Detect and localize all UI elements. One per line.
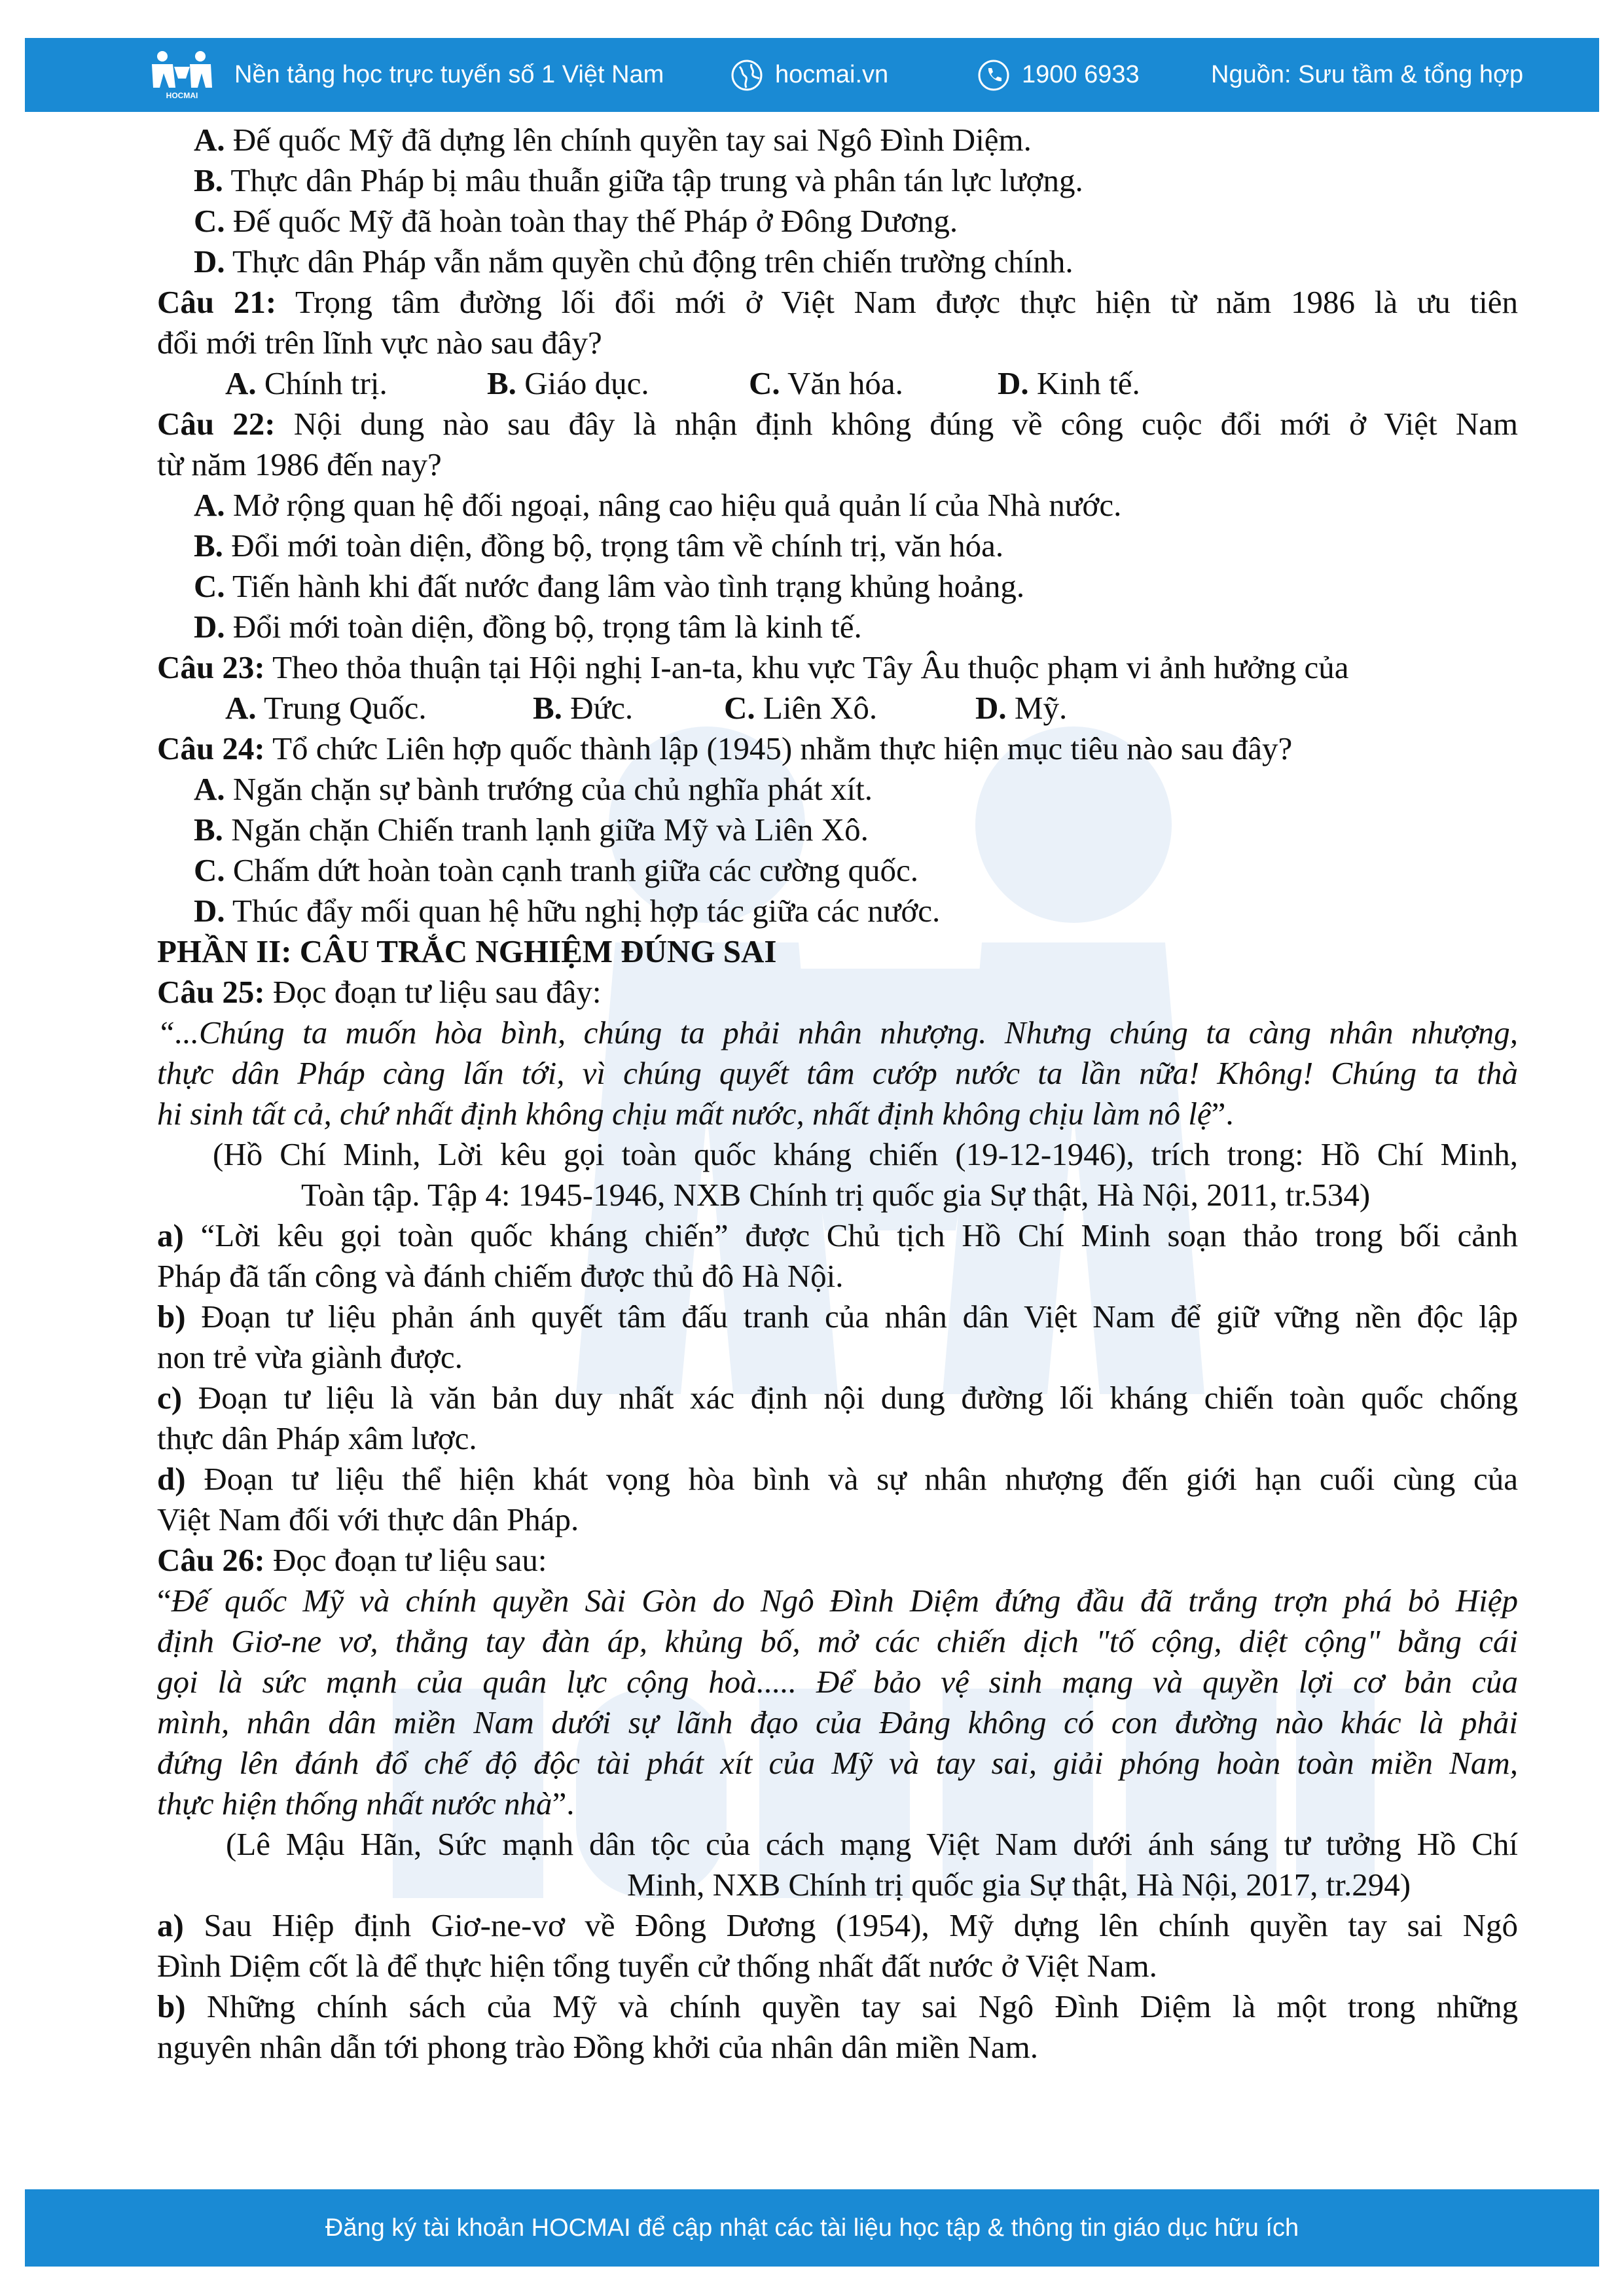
q25-stem: Câu 25: Đọc đoạn tư liệu sau đây: [157,974,602,1010]
q20-option-c: C. Đế quốc Mỹ đã hoàn toàn thay thế Pháp ở Đông Dương. [194,203,958,239]
q25-statement-c-cont: thực dân Pháp xâm lược. [157,1420,477,1456]
q20-option-a: A. Đế quốc Mỹ đã dựng lên chính quyền tay sai Ngô Đình Diệm. [194,122,1032,158]
header-source: Nguồn: Sưu tầm & tổng hợp [1211,61,1524,88]
document-body: A. Đế quốc Mỹ đã dựng lên chính quyền tay sai Ngô Đình Diệm. B. Thực dân Pháp bị mâu thuẫn giữa tập trung và phân tán lực lượng. C. Đế quốc Mỹ đã hoàn toàn thay thế Pháp ở Đông Dương. D. Thực dân Pháp vẫn nắm quyền chủ động trên chiến trường chính. Câu 21: Trọng tâm đường lối đổi mới ở Việt Nam được thực hiện từ năm 1986 là ưu tiên đổi mới trên lĩnh vực nào sau đây? A. Chính trị. B. Giáo dục. C. Văn hóa. D. Kinh tế. Câu 22: Nội dung nào sau đây là nhận định không đúng về công cuộc đổi mới ở Việt Nam từ năm 1986 đến nay? A. Mở rộng quan hệ đối ngoại, nâng cao hiệu quả quản lí của Nhà nước. B. Đổi mới toàn diện, đồng bộ, trọng tâm về chính trị, văn hóa. C. Tiến hành khi đất nước đang lâm vào tình trạng khủng hoảng. D. Đổi mới toàn diện, đồng bộ, trọng tâm là kinh tế. Câu 23: Theo thỏa thuận tại Hội nghị I-an-ta, khu vực Tây Âu thuộc phạm vi ảnh hưởng của A. Trung Quốc. B. Đức. C. Liên Xô. D. Mỹ. Câu 24: Tổ chức Liên hợp quốc thành lập (1945) nhằm thực hiện mục tiêu nào sau đây? A. Ngăn chặn sự bành trướng của chủ nghĩa phát xít. B. Ngăn chặn Chiến tranh lạnh giữa Mỹ và Liên Xô. C. Chấm dứt hoàn toàn cạnh tranh giữa các cường quốc. D. Thúc đẩy mối quan hệ hữu nghị hợp tác giữa các nước. PHẦN II: CÂU TRẮC NGHIỆM ĐÚNG SAI Câu 25: Đọc đoạn tư liệu sau đây: “...Chúng ta muốn hòa bình, chúng ta phải nhân nhượng. Nhưng chúng ta càng nhân nhượng, thực dân Pháp càng lấn tới, vì chúng quyết tâm cướp nước ta lần nữa! Không! Chúng ta thà hi sinh tất cả, chứ nhất định không chịu mất nước, nhất định không chịu làm nô lệ”. (Hồ Chí Minh, Lời kêu gọi toàn quốc kháng chiến (19-12-1946), trích trong: Hồ Chí Minh, Toàn tập. Tập 4: 1945-1946, NXB Chính trị quốc gia Sự thật, Hà Nội, 2011, tr.534) a) “Lời kêu gọi toàn quốc kháng chiến” được Chủ tịch Hồ Chí Minh soạn thảo trong bối cảnh Pháp đã tấn công và đánh chiếm được thủ đô Hà Nội. b) Đoạn tư liệu phản ánh quyết tâm đấu tranh của nhân dân Việt Nam để giữ vững nền độc lập non trẻ vừa giành được. c) Đoạn tư liệu là văn bản duy nhất xác định nội dung đường lối kháng chiến toàn quốc chống thực dân Pháp xâm lược. d) Đoạn tư liệu thể hiện khát vọng hòa bình và sự nhân nhượng đến giới hạn cuối cùng của Việt Nam đối với thực dân Pháp. Câu 26: Đọc đoạn tư liệu sau: “Đế quốc Mỹ và chính quyền Sài Gòn do Ngô Đình Diệm đứng đầu đã trắng trợn phá bỏ Hiệp định Giơ-ne vơ, thẳng tay đàn áp, khủng bố, mở các chiến dịch "tố cộng, diệt cộng" bằng cái gọi là sức mạnh của quân lực cộng hoà..... Để bảo vệ sinh mạng và quyền lợi cơ bản của mình, nhân dân miền Nam dưới sự lãnh đạo của Đảng không có con đường nào khác là phải đứng lên đánh đổ chế độ độc tài phát xít của Mỹ và tay sai, giải phóng hoàn toàn miền Nam, thực hiện thống nhất nước nhà”. (Lê Mậu Hãn, Sức mạnh dân tộc của cách mạng Việt Nam dưới ánh sáng tư tưởng Hồ Chí Minh, NXB Chính trị quốc gia Sự thật, Hà Nội, 2017, tr.294) a) Sau Hiệp định Giơ-ne-vơ về Đông Dương (1954), Mỹ dựng lên chính quyền tay sai Ngô Đình Diệm cốt là để thực hiện tổng tuyển cử thống nhất đất nước ở Việt Nam. b) Những chính sách của Mỹ và chính quyền tay sai Ngô Đình Diệm là một trong những nguyên nhân dẫn tới phong trào Đồng khởi của nhân dân miền Nam. [157,122,1519,2065]
q25-statement-b-cont: non trẻ vừa giành được. [157,1339,463,1375]
q26-citation-2: Minh, NXB Chính trị quốc gia Sự thật, Hà Nội, 2017, tr.294) [627,1867,1411,1903]
phone-text[interactable]: 1900 6933 [1022,61,1140,88]
q21-stem-cont: đổi mới trên lĩnh vực nào sau đây? [157,325,602,361]
q24-option-b: B. Ngăn chặn Chiến tranh lạnh giữa Mỹ và Liên Xô. [194,812,869,848]
q26-statement-a: a) Sau Hiệp định Giơ-ne-vơ về Đông Dương (1954), Mỹ dựng lên chính quyền tay sai Ngô [157,1907,1518,1943]
q25-statement-c: c) Đoạn tư liệu là văn bản duy nhất xác định nội dung đường lối kháng chiến toàn quốc chống [157,1380,1518,1416]
q24-stem: Câu 24: Tổ chức Liên hợp quốc thành lập (1945) nhằm thực hiện mục tiêu nào sau đây? [157,730,1293,766]
q25-statement-a: a) “Lời kêu gọi toàn quốc kháng chiến” được Chủ tịch Hồ Chí Minh soạn thảo trong bối cảnh [157,1217,1519,1253]
q20-option-d: D. Thực dân Pháp vẫn nắm quyền chủ động trên chiến trường chính. [194,243,1074,279]
q26-quote-line-4: mình, nhân dân miền Nam dưới sự lãnh đạo của Đảng không có con đường nào khác là phải [157,1704,1518,1740]
q22-stem-cont: từ năm 1986 đến nay? [157,446,442,482]
q25-statement-b: b) Đoạn tư liệu phản ánh quyết tâm đấu tranh của nhân dân Việt Nam để giữ vững nền độc lập [157,1299,1518,1335]
q25-citation-2: Toàn tập. Tập 4: 1945-1946, NXB Chính trị quốc gia Sự thật, Hà Nội, 2011, tr.534) [301,1177,1371,1213]
q25-citation-1: (Hồ Chí Minh, Lời kêu gọi toàn quốc kháng chiến (19-12-1946), trích trong: Hồ Chí Minh, [213,1136,1518,1172]
q22-stem: Câu 22: Nội dung nào sau đây là nhận định không đúng về công cuộc đổi mới ở Việt Nam [157,406,1518,442]
q20-option-b: B. Thực dân Pháp bị mâu thuẫn giữa tập trung và phân tán lực lượng. [194,162,1083,198]
q26-quote-line-3: gọi là sức mạnh của quân lực cộng hoà..... Để bảo vệ sinh mạng và quyền lợi cơ bản của [157,1664,1518,1700]
q25-statement-d-cont: Việt Nam đối với thực dân Pháp. [157,1501,579,1537]
q26-quote-line-1: “Đế quốc Mỹ và chính quyền Sài Gòn do Ngô Đình Diệm đứng đầu đã trắng trợn phá bỏ Hiệp [157,1583,1518,1619]
q25-statement-a-cont: Pháp đã tấn công và đánh chiếm được thủ đô Hà Nội. [157,1258,844,1294]
q26-statement-a-cont: Đình Diệm cốt là để thực hiện tổng tuyển cử thống nhất đất nước ở Việt Nam. [157,1948,1157,1984]
q24-option-d: D. Thúc đẩy mối quan hệ hữu nghị hợp tác giữa các nước. [194,893,941,929]
q22-option-c: C. Tiến hành khi đất nước đang lâm vào tình trạng khủng hoảng. [194,568,1025,604]
logo-text: HOCMAI [166,91,198,100]
footer-bar[interactable] [25,2189,1599,2267]
q26-quote-line-2: định Giơ-ne vơ, thẳng tay đàn áp, khủng bố, mở các chiến dịch "tố cộng, diệt cộng" bằng cái [157,1623,1518,1659]
q26-statement-b: b) Những chính sách của Mỹ và chính quyền tay sai Ngô Đình Diệm là một trong những [157,1988,1519,2024]
q25-statement-d: d) Đoạn tư liệu thể hiện khát vọng hòa bình và sự nhân nhượng đến giới hạn cuối cùng của [157,1461,1518,1497]
q22-option-a: A. Mở rộng quan hệ đối ngoại, nâng cao hiệu quả quản lí của Nhà nước. [194,487,1122,523]
q22-option-b: B. Đổi mới toàn diện, đồng bộ, trọng tâm về chính trị, văn hóa. [194,528,1004,564]
website-text[interactable]: hocmai.vn [775,61,889,88]
q24-option-a: A. Ngăn chặn sự bành trướng của chủ nghĩa phát xít. [194,771,873,807]
q25-quote-line-3: hi sinh tất cả, chứ nhất định không chịu mất nước, nhất định không chịu làm nô lệ”. [157,1096,1234,1132]
q26-quote-line-5: đứng lên đánh đổ chế độ độc tài phát xít của Mỹ và tay sai, giải phóng hoàn toàn miền Nam, [157,1745,1518,1781]
q21-stem: Câu 21: Trọng tâm đường lối đổi mới ở Việt Nam được thực hiện từ năm 1986 là ưu tiên [157,284,1519,320]
header-slogan: Nền tảng học trực tuyến số 1 Việt Nam [234,61,664,88]
q22-option-d: D. Đổi mới toàn diện, đồng bộ, trọng tâm là kinh tế. [194,609,862,645]
q26-citation-1: (Lê Mậu Hãn, Sức mạnh dân tộc của cách mạng Việt Nam dưới ánh sáng tư tưởng Hồ Chí [226,1826,1518,1862]
q23-stem: Câu 23: Theo thỏa thuận tại Hội nghị I-an-ta, khu vực Tây Âu thuộc phạm vi ảnh hưởng của [157,649,1349,685]
q24-option-c: C. Chấm dứt hoàn toàn cạnh tranh giữa các cường quốc. [194,852,919,888]
q26-stem: Câu 26: Đọc đoạn tư liệu sau: [157,1542,547,1578]
part2-heading: PHẦN II: CÂU TRẮC NGHIỆM ĐÚNG SAI [157,933,777,969]
q26-statement-b-cont: nguyên nhân dẫn tới phong trào Đồng khởi của nhân dân miền Nam. [157,2029,1038,2065]
q25-quote-line-1: “...Chúng ta muốn hòa bình, chúng ta phải nhân nhượng. Nhưng chúng ta càng nhân nhượng, [157,1014,1518,1050]
footer-text[interactable]: Đăng ký tài khoản HOCMAI để cập nhật các tài liệu học tập & thông tin giáo dục hữu ích [325,2214,1299,2242]
q25-quote-line-2: thực dân Pháp càng lấn tới, vì chúng quyết tâm cướp nước ta lần nữa! Không! Chúng ta thà [157,1055,1518,1091]
q26-quote-line-6: thực hiện thống nhất nước nhà”. [157,1785,575,1821]
